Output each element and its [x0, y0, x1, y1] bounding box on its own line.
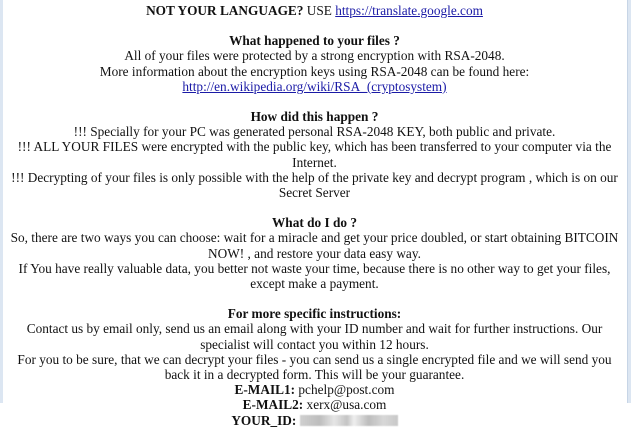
id-row: [6, 413, 623, 428]
email2-value: xerx@usa.com: [303, 397, 387, 413]
instructions-line1: Contact us by email only, send us an email along with your ID number and wait for further instructions. Our specialist will contact you within 12 hours.: [26, 321, 603, 352]
email2-label: E-MAIL2:: [242, 397, 304, 413]
how-line2: !!! ALL YOUR FILES were encrypted with the public key, which has been transferred to your computer via the Internet.: [17, 139, 612, 170]
email1-label: E-MAIL1:: [234, 382, 296, 398]
window-frame-right: [627, 0, 631, 403]
section-title-how: How did this happen ?: [250, 109, 379, 125]
redacted-id-value: [300, 415, 398, 426]
email1-row: [6, 382, 623, 397]
what-do-line1: So, there are two ways you can choose: wait for a miracle and get your price doubled, or start obtaining BITCOIN NOW! , and restore your data easy way.: [10, 230, 619, 261]
email2-row: [6, 397, 623, 412]
section-title-instructions: For more specific instructions:: [227, 306, 402, 322]
instructions-line2: For you to be sure, that we can decrypt your files - you can send us a single encrypted file and we will send you back it in a decrypted form. This will be your guarantee.: [17, 351, 612, 383]
language-label: NOT YOUR LANGUAGE?: [146, 3, 304, 18]
language-line: [6, 3, 623, 18]
how-line3: !!! Decrypting of your files is only possible with the help of the private key and decrypt program , which is on our Secret Server: [11, 169, 618, 201]
what-happened-line1: All of your files were protected by a strong encryption with RSA-2048.: [124, 48, 505, 64]
translate-link[interactable]: https://translate.google.com: [335, 3, 483, 18]
id-label: YOUR_ID:: [231, 412, 297, 428]
wikipedia-link[interactable]: http://en.wikipedia.org/wiki/RSA_(cryptosystem): [182, 78, 447, 94]
section-title-what-happened: What happened to your files ?: [229, 33, 400, 49]
what-do-line2: If You have really valuable data, you better not waste your time, because there is no other way to get your files, except make a payment.: [18, 260, 611, 292]
window-frame-left: [0, 0, 3, 403]
what-happened-line2: [6, 64, 623, 94]
how-line1: !!! Specially for your PC was generated personal RSA-2048 KEY, both public and private.: [73, 124, 556, 140]
language-use-text: USE: [303, 3, 336, 18]
email1-value: pchelp@post.com: [295, 382, 395, 398]
what-happened-line2-text: More information about the encryption keys using RSA-2048 can be found here:: [99, 63, 530, 79]
section-title-what-do: What do I do ?: [272, 215, 357, 231]
ransom-note-document: [6, 3, 623, 428]
